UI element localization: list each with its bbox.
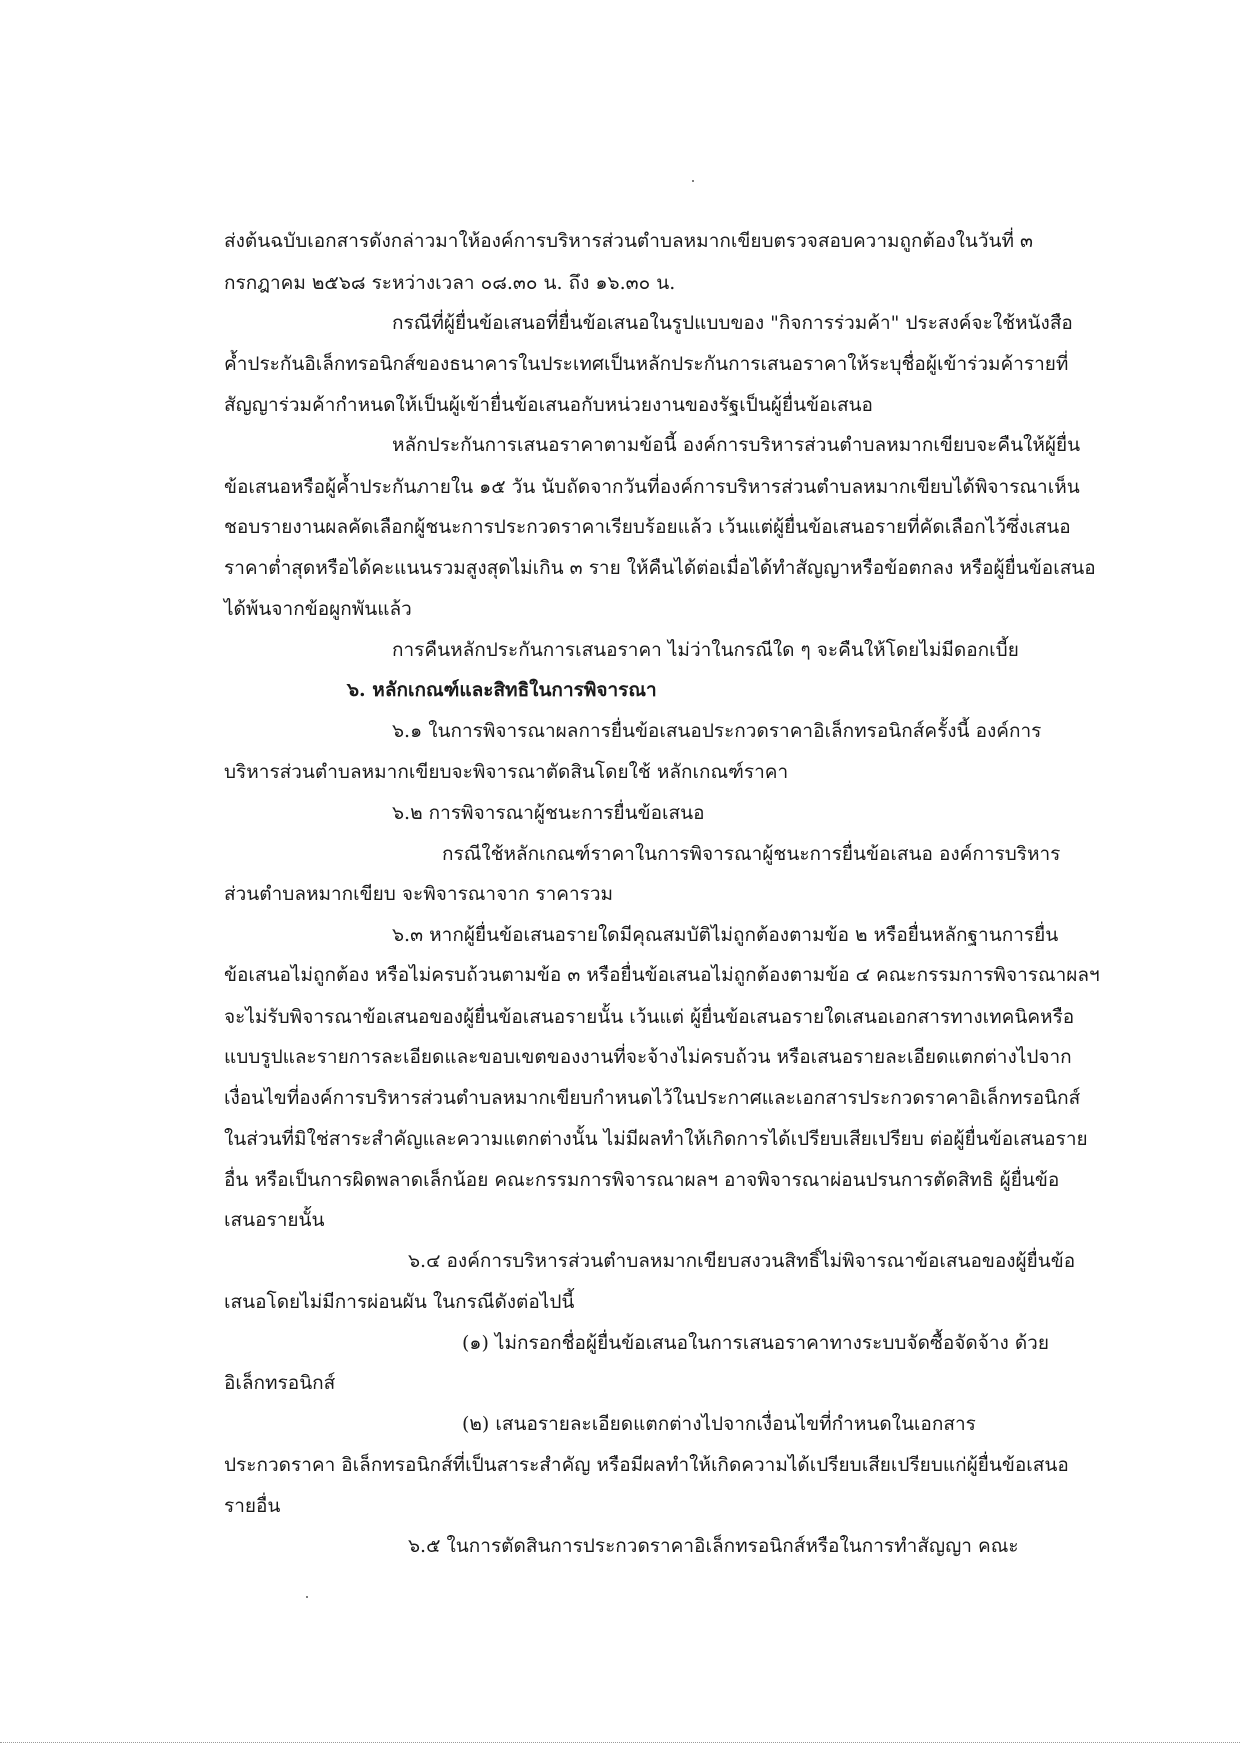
paragraph-line: แบบรูปและรายการละเอียดและขอบเขตของงานที่จะจ้างไม่ครบถ้วน หรือเสนอรายละเอียดแตกต่างไปจาก xyxy=(224,1046,1072,1068)
paragraph-line: หลักประกันการเสนอราคาตามข้อนี้ องค์การบริหารส่วนตำบลหมากเขียบจะคืนให้ผู้ยื่น xyxy=(392,434,1081,456)
paragraph-line: เสนอโดยไม่มีการผ่อนผัน ในกรณีดังต่อไปนี้ xyxy=(224,1291,575,1313)
paragraph-line: อิเล็กทรอนิกส์ xyxy=(224,1372,336,1394)
paragraph-line: ส่งต้นฉบับเอกสารดังกล่าวมาให้องค์การบริหารส่วนตำบลหมากเขียบตรวจสอบความถูกต้องในวันที่ ๓ xyxy=(224,230,1034,252)
paragraph-line: ได้พ้นจากข้อผูกพันแล้ว xyxy=(224,598,412,620)
scan-speck xyxy=(692,180,694,182)
clause-6-4-line: ๖.๔ องค์การบริหารส่วนตำบลหมากเขียบสงวนสิทธิ์ไม่พิจารณาข้อเสนอของผู้ยื่นข้อ xyxy=(408,1250,1076,1272)
paragraph-line: ในส่วนที่มิใช่สาระสำคัญและความแตกต่างนั้น ไม่มีผลทำให้เกิดการได้เปรียบเสียเปรียบ ต่อผู้ยื่นข้อเสนอราย xyxy=(224,1128,1088,1150)
paragraph-line: อื่น หรือเป็นการผิดพลาดเล็กน้อย คณะกรรมการพิจารณาผลฯ อาจพิจารณาผ่อนปรนการตัดสิทธิ ผู้ยื่นข้อ xyxy=(224,1169,1060,1191)
paragraph-line: รายอื่น xyxy=(224,1495,281,1517)
clause-6-2-line: ๖.๒ การพิจารณาผู้ชนะการยื่นข้อเสนอ xyxy=(392,802,705,824)
paragraph-line: กรณีที่ผู้ยื่นข้อเสนอที่ยื่นข้อเสนอในรูปแบบของ "กิจการร่วมค้า" ประสงค์จะใช้หนังสือ xyxy=(392,312,1073,334)
clause-6-5-line: ๖.๕ ในการตัดสินการประกวดราคาอิเล็กทรอนิกส์หรือในการทำสัญญา คณะ xyxy=(408,1535,1019,1557)
paragraph-line: ราคาต่ำสุดหรือได้คะแนนรวมสูงสุดไม่เกิน ๓ ราย ให้คืนได้ต่อเมื่อได้ทำสัญญาหรือข้อตกลง หรือผู้ยื่นข้อเสนอ xyxy=(224,557,1096,579)
clause-6-1-line: ๖.๑ ในการพิจารณาผลการยื่นข้อเสนอประกวดราคาอิเล็กทรอนิกส์ครั้งนี้ องค์การ xyxy=(392,720,1042,742)
paragraph-line: ส่วนตำบลหมากเขียบ จะพิจารณาจาก ราคารวม xyxy=(224,883,614,905)
scan-speck xyxy=(306,1596,308,1598)
paragraph-line: ข้อเสนอหรือผู้ค้ำประกันภายใน ๑๕ วัน นับถัดจากวันที่องค์การบริหารส่วนตำบลหมากเขียบได้พิจารณาเห็น xyxy=(224,476,1080,498)
section-heading: ๖. หลักเกณฑ์และสิทธิในการพิจารณา xyxy=(347,679,657,701)
paragraph-line: กรกฎาคม ๒๕๖๘ ระหว่างเวลา ๐๘.๓๐ น. ถึง ๑๖.๓๐ น. xyxy=(224,272,676,294)
paragraph-line: กรณีใช้หลักเกณฑ์ราคาในการพิจารณาผู้ชนะการยื่นข้อเสนอ องค์การบริหาร xyxy=(442,843,1061,865)
sub-item-1-line: (๑) ไม่กรอกชื่อผู้ยื่นข้อเสนอในการเสนอราคาทางระบบจัดซื้อจัดจ้าง ด้วย xyxy=(462,1332,1049,1354)
paragraph-line: เงื่อนไขที่องค์การบริหารส่วนตำบลหมากเขียบกำหนดไว้ในประกาศและเอกสารประกวดราคาอิเล็กทรอนิกส์ xyxy=(224,1087,1081,1109)
paragraph-line: สัญญาร่วมค้ากำหนดให้เป็นผู้เข้ายื่นข้อเสนอกับหน่วยงานของรัฐเป็นผู้ยื่นข้อเสนอ xyxy=(224,394,873,416)
clause-6-3-line: ๖.๓ หากผู้ยื่นข้อเสนอรายใดมีคุณสมบัติไม่ถูกต้องตามข้อ ๒ หรือยื่นหลักฐานการยื่น xyxy=(392,924,1059,946)
paragraph-line: ประกวดราคา อิเล็กทรอนิกส์ที่เป็นสาระสำคัญ หรือมีผลทำให้เกิดความได้เปรียบเสียเปรียบแก่ผู้ยื่นข้อเสนอ xyxy=(224,1454,1069,1476)
paragraph-line: บริหารส่วนตำบลหมากเขียบจะพิจารณาตัดสินโดยใช้ หลักเกณฑ์ราคา xyxy=(224,761,789,783)
sub-item-2-line: (๒) เสนอรายละเอียดแตกต่างไปจากเงื่อนไขที่กำหนดในเอกสาร xyxy=(462,1413,976,1435)
paragraph-line: ชอบรายงานผลคัดเลือกผู้ชนะการประกวดราคาเรียบร้อยแล้ว เว้นแต่ผู้ยื่นข้อเสนอรายที่คัดเลือกไว้ซึ่งเสนอ xyxy=(224,516,1071,538)
paragraph-line: ข้อเสนอไม่ถูกต้อง หรือไม่ครบถ้วนตามข้อ ๓ หรือยื่นข้อเสนอไม่ถูกต้องตามข้อ ๔ คณะกรรมการพิจารณาผลฯ xyxy=(224,964,1100,986)
scan-artifact-line xyxy=(0,1742,1240,1744)
paragraph-line: เสนอรายนั้น xyxy=(224,1209,325,1231)
paragraph-line: การคืนหลักประกันการเสนอราคา ไม่ว่าในกรณีใด ๆ จะคืนให้โดยไม่มีดอกเบี้ย xyxy=(392,639,1019,661)
paragraph-line: ค้ำประกันอิเล็กทรอนิกส์ของธนาคารในประเทศเป็นหลักประกันการเสนอราคาให้ระบุชื่อผู้เข้าร่วมค้ารายที่ xyxy=(224,353,1069,375)
paragraph-line: จะไม่รับพิจารณาข้อเสนอของผู้ยื่นข้อเสนอรายนั้น เว้นแต่ ผู้ยื่นข้อเสนอรายใดเสนอเอกสารทางเทคนิคหรือ xyxy=(224,1006,1075,1028)
